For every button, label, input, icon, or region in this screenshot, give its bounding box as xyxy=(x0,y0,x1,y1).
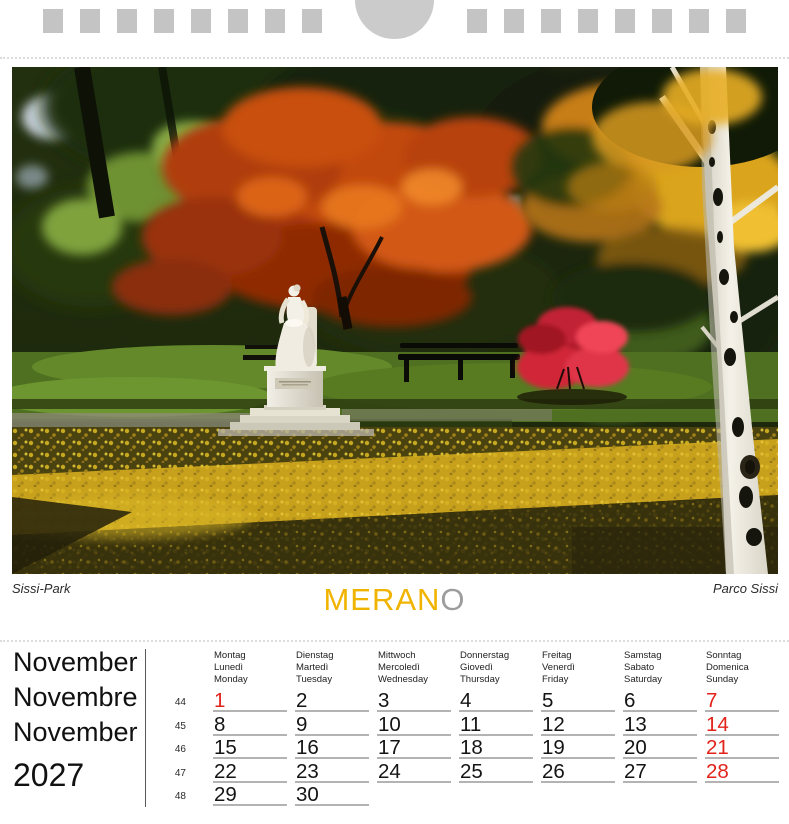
date-cell-17: 17 xyxy=(377,737,451,759)
date-cell-9: 9 xyxy=(295,714,369,736)
perforation-line-top xyxy=(0,57,789,59)
binding-square xyxy=(504,9,524,33)
place-title xyxy=(0,582,789,618)
date-cell-3: 3 xyxy=(377,690,451,712)
day-header-line: Mittwoch xyxy=(378,650,416,661)
date-cell-26: 26 xyxy=(541,761,615,783)
day-header-line: Freitag xyxy=(542,650,572,661)
month-names xyxy=(13,645,138,750)
day-header-line: Monday xyxy=(214,673,248,685)
day-header-line: Mercoledì xyxy=(378,661,420,673)
date-cell-21: 21 xyxy=(705,737,779,759)
perforation-line-bottom xyxy=(0,640,789,642)
binding-square xyxy=(726,9,746,33)
date-cell-12: 12 xyxy=(541,714,615,736)
date-cell-30: 30 xyxy=(295,784,369,806)
date-cell-29: 29 xyxy=(213,784,287,806)
binding-square xyxy=(689,9,709,33)
date-cell-10: 10 xyxy=(377,714,451,736)
binding-square xyxy=(228,9,248,33)
day-header-line: Sabato xyxy=(624,661,655,673)
binding-square xyxy=(154,9,174,33)
week-number-47: 47 xyxy=(174,767,186,779)
binding-square xyxy=(191,9,211,33)
day-header-line: Dienstag xyxy=(296,650,334,661)
date-cell-19: 19 xyxy=(541,737,615,759)
date-cell-2: 2 xyxy=(295,690,369,712)
binding-square xyxy=(117,9,137,33)
date-cell-14: 14 xyxy=(705,714,779,736)
binding-square xyxy=(541,9,561,33)
day-header-wednesday xyxy=(378,650,456,685)
day-header-line: Martedì xyxy=(296,661,329,673)
day-header-line: Montag xyxy=(214,650,246,661)
day-header-line: Samstag xyxy=(624,650,662,661)
date-cell-18: 18 xyxy=(459,737,533,759)
caption-italian: Parco Sissi xyxy=(712,581,778,596)
date-cell-4: 4 xyxy=(459,690,533,712)
binding-square xyxy=(43,9,63,33)
day-header-line: Sonntag xyxy=(706,650,742,661)
day-header-tuesday xyxy=(296,650,374,685)
date-cell-5: 5 xyxy=(541,690,615,712)
date-cell-27: 27 xyxy=(623,761,697,783)
hanging-hole xyxy=(355,0,434,39)
day-header-line: Sunday xyxy=(706,673,739,685)
binding-square xyxy=(302,9,322,33)
date-cell-15: 15 xyxy=(213,737,287,759)
date-cell-7: 7 xyxy=(705,690,779,712)
date-cell-16: 16 xyxy=(295,737,369,759)
park-scene xyxy=(12,67,778,574)
day-header-line: Domenica xyxy=(706,661,749,673)
date-cell-13: 13 xyxy=(623,714,697,736)
day-header-line: Tuesday xyxy=(296,673,333,685)
day-header-line: Saturday xyxy=(624,673,663,685)
binding-square xyxy=(467,9,487,33)
date-cell-25: 25 xyxy=(459,761,533,783)
date-cell-20: 20 xyxy=(623,737,697,759)
divider-line xyxy=(145,649,146,807)
place-title-main: MERAN xyxy=(323,582,441,617)
date-cell-6: 6 xyxy=(623,690,697,712)
leaf-ground xyxy=(12,427,778,574)
week-number-46: 46 xyxy=(174,744,186,755)
week-number-45: 45 xyxy=(174,720,186,732)
day-header-line: Giovedì xyxy=(460,661,493,673)
caption-german: Sissi-Park xyxy=(12,581,71,596)
day-header-friday xyxy=(542,650,620,685)
place-title-suffix: O xyxy=(440,582,466,617)
binding-square xyxy=(652,9,672,33)
date-cell-8: 8 xyxy=(213,714,287,736)
day-header-monday xyxy=(214,650,292,685)
day-header-line: Wednesday xyxy=(378,673,428,685)
day-header-line: Thursday xyxy=(460,673,500,685)
week-number-48: 48 xyxy=(174,791,186,802)
date-cell-23: 23 xyxy=(295,761,369,783)
month-name-it: Novembre xyxy=(13,682,138,712)
month-name-en: November xyxy=(13,717,138,747)
binding-square xyxy=(265,9,285,33)
date-cell-11: 11 xyxy=(459,714,533,736)
day-header-line: Venerdì xyxy=(542,661,575,673)
week-number-44: 44 xyxy=(174,697,186,708)
month-name-de: November xyxy=(13,647,138,677)
calendar-photo xyxy=(12,67,778,574)
day-header-sunday xyxy=(706,650,784,685)
date-cell-1: 1 xyxy=(213,690,287,712)
date-cell-24: 24 xyxy=(377,761,451,783)
binding-square xyxy=(615,9,635,33)
date-cell-22: 22 xyxy=(213,761,287,783)
day-header-line: Lunedì xyxy=(214,661,244,673)
day-header-saturday xyxy=(624,650,702,685)
binding-square xyxy=(578,9,598,33)
year-label: 2027 xyxy=(13,757,85,793)
date-cell-28: 28 xyxy=(705,761,779,783)
day-header-thursday xyxy=(460,650,538,685)
day-header-line: Donnerstag xyxy=(460,650,510,661)
day-header-line: Friday xyxy=(542,673,569,685)
binding-square xyxy=(80,9,100,33)
